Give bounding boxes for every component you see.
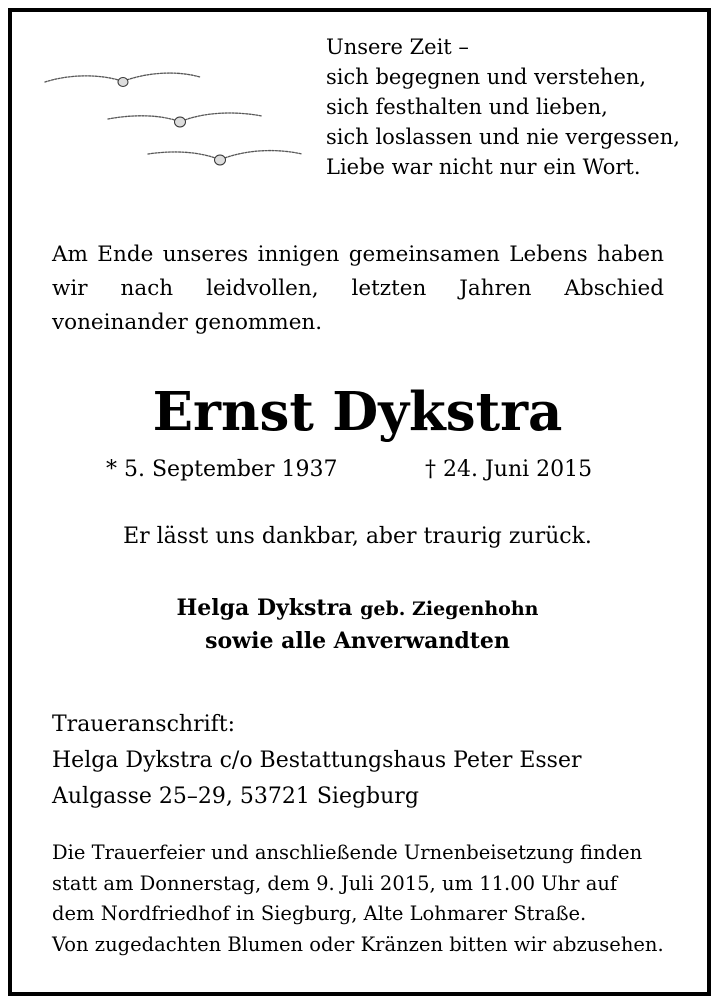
poem-line: sich begegnen und verstehen, [326, 65, 647, 89]
poem-line: sich festhalten und lieben, [326, 95, 608, 119]
farewell-line: Er lässt uns dankbar, aber traurig zurück. [123, 524, 592, 549]
poem-line: Unsere Zeit – [326, 35, 469, 59]
death-date: † 24. Juni 2015 [425, 457, 593, 482]
mourning-address [52, 707, 582, 815]
notice-line: Die Trauerfeier und anschließende Urnenbeisetzung finden [52, 841, 643, 864]
notice-line: Von zugedachten Blumen oder Kränzen bitten wir abzusehen. [52, 932, 664, 956]
relatives-line: sowie alle Anverwandten [205, 628, 510, 654]
poem-line: sich loslassen und nie vergessen, [326, 125, 680, 149]
birth-date: * 5. September 1937 [106, 457, 338, 482]
deceased-name: Ernst Dykstra [152, 381, 563, 443]
address-line: Aulgasse 25–29, 53721 Siegburg [52, 784, 419, 809]
address-line: Helga Dykstra c/o Bestattungshaus Peter Esser [52, 748, 582, 773]
notice-line: dem Nordfriedhof in Siegburg, Alte Lohmarer Straße. [52, 902, 587, 925]
family-signature [0, 592, 715, 657]
notice-line: statt am Donnerstag, dem 9. Juli 2015, um 11.00 Uhr auf [52, 871, 618, 895]
poem [326, 32, 680, 182]
poem-line: Liebe war nicht nur ein Wort. [326, 155, 641, 179]
maiden-name: geb. Ziegenhohn [360, 598, 539, 620]
ceremony-notice [52, 838, 664, 960]
birds-illustration [40, 60, 310, 190]
widow-name: Helga Dykstra [176, 595, 353, 621]
intro-text: Am Ende unseres innigen gemeinsamen Lebens haben wir nach leidvollen, letzten Jahren Abschied voneinander genommen. [52, 242, 664, 335]
address-label: Traueranschrift: [52, 712, 236, 737]
